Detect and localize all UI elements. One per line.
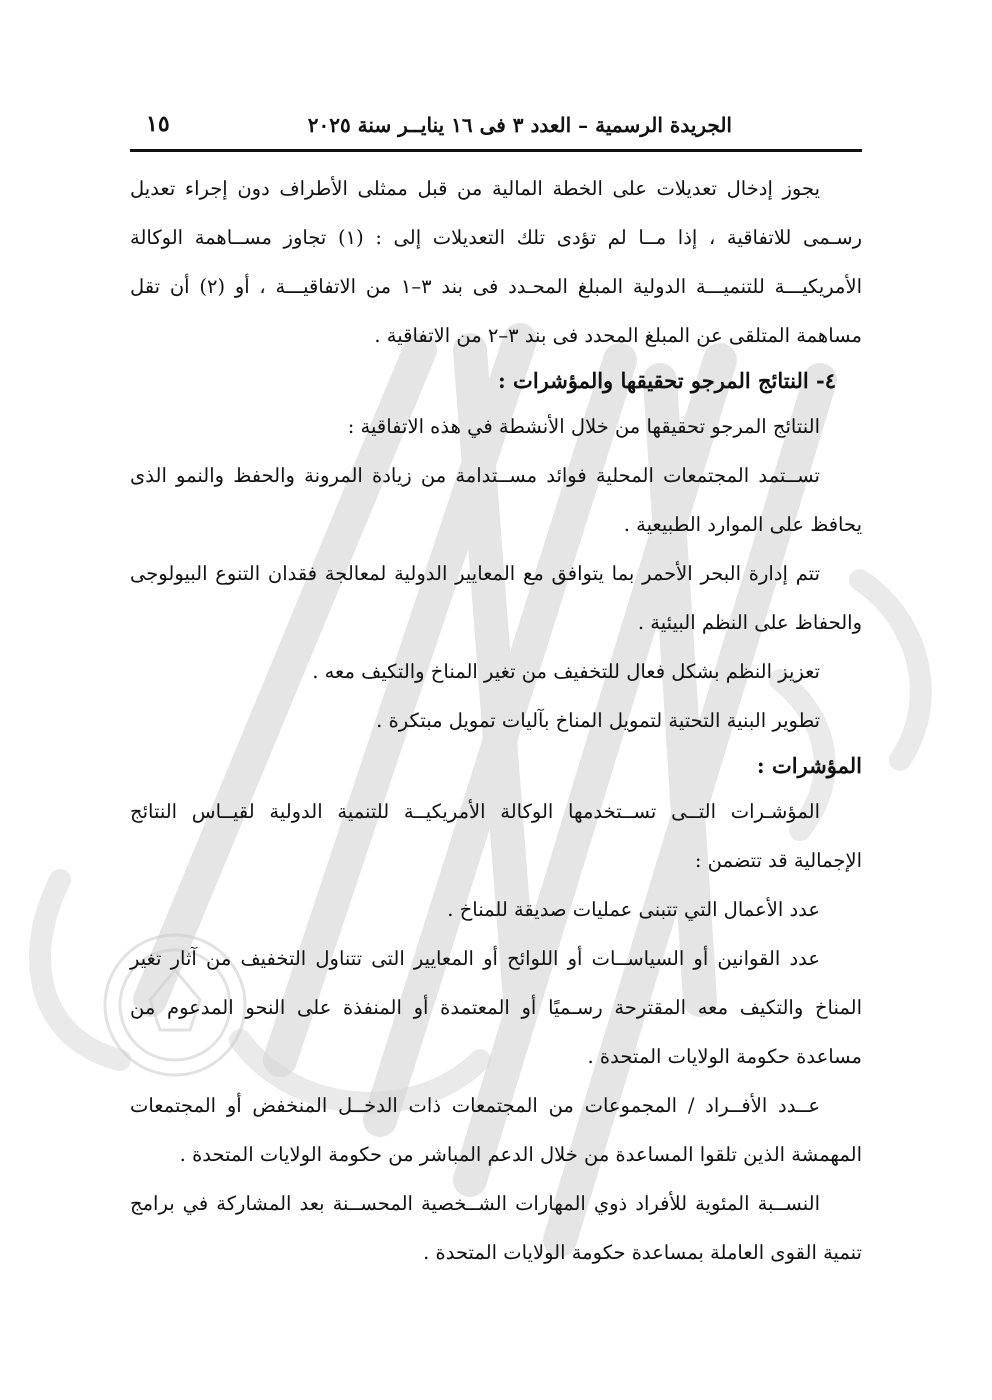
- paragraph-indicator-laws: عدد القوانين أو السياســات أو اللوائح أو المعايير التى تتناول التخفيف من آثار تغير المناخ والتكيف معه المقترحة رسـميًا أو المعتمدة أو المنفذة على النحو المدعوم من مساعدة حكومة الولايات المتحدة .: [130, 947, 862, 1068]
- paragraph-result-communities: تســتمد المجتمعات المحلية فوائد مســتدامة من زيادة المرونة والحفظ والنمو الذى يحافظ على الموارد الطبيعية .: [130, 464, 862, 536]
- section-heading-indicators: المؤشرات :: [756, 753, 862, 778]
- paragraph-indicators-intro: المؤشـرات التــى تســتخدمها الوكالة الأمريكيــة للتنمية الدولية لقيــاس النتائج الإجمالية قد تتضمن :: [130, 800, 862, 872]
- gazette-title: الجريدة الرسمية – العدد ٣ فى ١٦ ينايــر سنة ٢٠٢٥: [307, 113, 732, 137]
- paragraph-result-red-sea: تتم إدارة البحر الأحمر بما يتوافق مع المعايير الدولية لمعالجة فقدان التنوع البيولوجى والحفاظ على النظم البيئية .: [130, 562, 862, 634]
- paragraph-results-intro: النتائج المرجو تحقيقها من خلال الأنشطة في هذه الاتفاقية :: [347, 415, 820, 438]
- section-heading-results: ٤- النتائج المرجو تحقيقها والمؤشرات :: [497, 368, 836, 393]
- paragraph-indicator-individuals: عــدد الأفــراد / المجموعات من المجتمعات ذات الدخــل المنخفض أو المجتمعات المهمشة الذين تلقوا المساعدة من خلال الدعم المباشر من حكومة الولايات المتحدة .: [130, 1094, 862, 1166]
- page-number: ١٥: [146, 111, 170, 137]
- paragraph-indicator-businesses: عدد الأعمال التي تتبنى عمليات صديقة للمناخ .: [447, 898, 820, 921]
- paragraph-result-finance: تطوير البنية التحتية لتمويل المناخ بآليات تمويل مبتكرة .: [376, 709, 820, 732]
- page-header: [130, 105, 862, 152]
- document-body: [130, 152, 862, 1277]
- paragraph-indicator-skills: النســبة المئوية للأفراد ذوي المهارات الشــخصية المحســنة بعد المشاركة في برامج تنمية القوى العاملة بمساعدة حكومة الولايات المتحدة .: [130, 1192, 862, 1264]
- paragraph-result-climate: تعزيز النظم بشكل فعال للتخفيف من تغير المناخ والتكيف معه .: [312, 660, 820, 683]
- document-page: [130, 105, 862, 1277]
- paragraph-financial-plan: يجوز إدخال تعديلات على الخطة المالية من قبل ممثلى الأطراف دون إجراء تعديل رسـمى للاتفاقية ، إذا مــا لم تؤدى تلك التعديلات إلى : (١) تجاوز مســاهمة الوكالة الأمريكيـــة للتنميـــة الدولية المبلغ المحـدد فى بند ٣–١ من الاتفاقيـــة ، أو (٢) أن تقل مساهمة المتلقى عن المبلغ المحدد فى بند ٣–٢ من الاتفاقية .: [130, 177, 862, 347]
